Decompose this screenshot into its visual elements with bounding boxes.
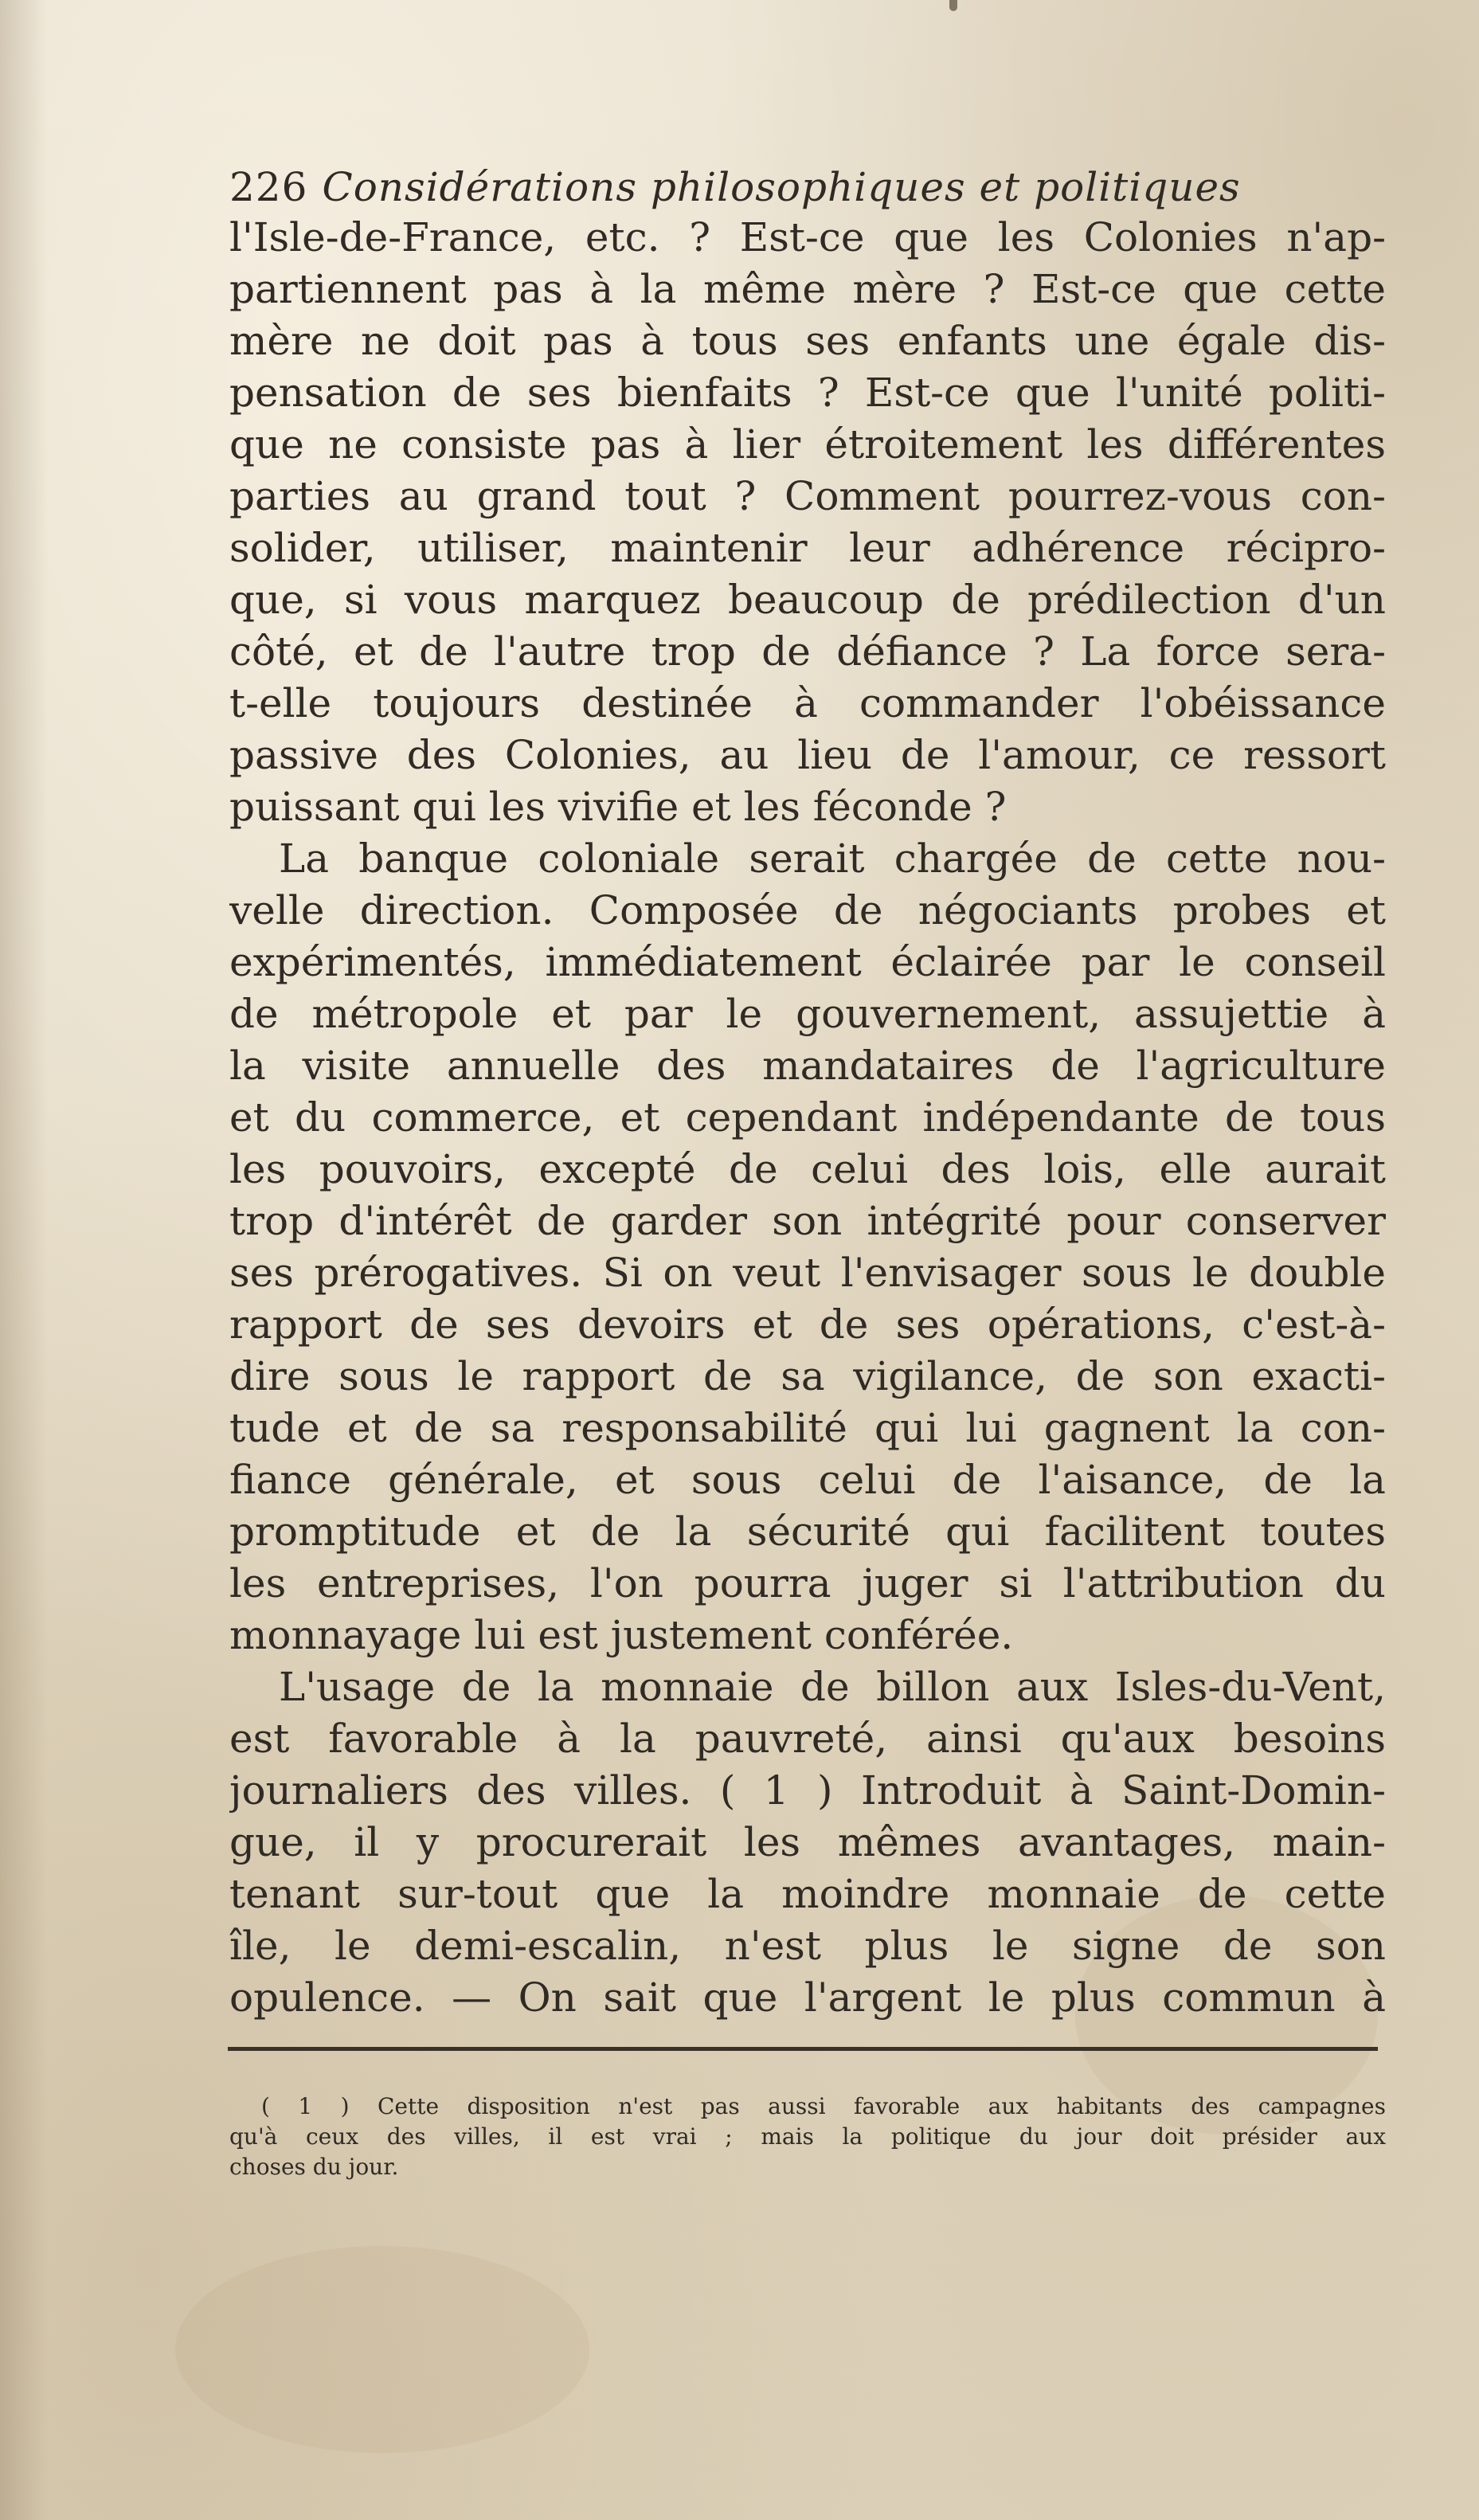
text-line: partiennent pas à la même mère ? Est-ce que cette: [229, 266, 1386, 312]
text-line: les entreprises, l'on pourra juger si l'attribution du: [229, 1560, 1386, 1606]
text-line: t-elle toujours destinée à commander l'obéissance: [229, 680, 1386, 726]
text-line: gue, il y procurerait les mêmes avantages, main-: [229, 1819, 1386, 1865]
text-line: île, le demi-escalin, n'est plus le signe de son: [229, 1923, 1386, 1969]
footnote-rule: [228, 2047, 1378, 2051]
text-line: que, si vous marquez beaucoup de prédilection d'un: [229, 577, 1386, 623]
page-gutter-shadow: [0, 0, 48, 2520]
text-line: tenant sur-tout que la moindre monnaie de cette: [229, 1871, 1386, 1917]
footnote-line: ( 1 ) Cette disposition n'est pas aussi favorable aux habitants des campagnes: [261, 2093, 1386, 2119]
text-line: dire sous le rapport de sa vigilance, de son exacti-: [229, 1353, 1386, 1399]
text-line: l'Isle-de-France, etc. ? Est-ce que les Colonies n'ap-: [229, 214, 1386, 260]
text-line: rapport de ses devoirs et de ses opérations, c'est-à-: [229, 1301, 1386, 1348]
text-line: la visite annuelle des mandataires de l'agriculture: [229, 1043, 1386, 1089]
text-line: parties au grand tout ? Comment pourrez-vous con-: [229, 473, 1386, 519]
footnote-line: qu'à ceux des villes, il est vrai ; mais la politique du jour doit présider aux: [229, 2123, 1386, 2150]
text-line: expérimentés, immédiatement éclairée par le conseil: [229, 939, 1386, 985]
footnote-line: choses du jour.: [229, 2154, 399, 2180]
running-head: [229, 159, 1392, 215]
text-line: La banque coloniale serait chargée de cette nou-: [279, 835, 1386, 882]
text-line: mère ne doit pas à tous ses enfants une égale dis-: [229, 318, 1386, 364]
text-line: côté, et de l'autre trop de défiance ? La force sera-: [229, 628, 1386, 675]
text-line: L'usage de la monnaie de billon aux Isles-du-Vent,: [279, 1664, 1386, 1710]
running-title: Considérations philosophiques et politiques: [322, 164, 1241, 210]
text-line: opulence. — On sait que l'argent le plus commun à: [229, 1974, 1386, 2021]
text-line: les pouvoirs, excepté de celui des lois, elle aurait: [229, 1146, 1386, 1192]
text-line: velle direction. Composée de négociants probes et: [229, 887, 1386, 933]
footnote: [229, 2092, 1386, 2182]
text-line: et du commerce, et cependant indépendante de tous: [229, 1094, 1386, 1141]
text-line: journaliers des villes. ( 1 ) Introduit à Saint-Domin-: [229, 1767, 1386, 1814]
text-line: pensation de ses bienfaits ? Est-ce que l'unité politi-: [229, 370, 1386, 416]
text-line: fiance générale, et sous celui de l'aisance, de la: [229, 1457, 1386, 1503]
text-line: monnayage lui est justement conférée.: [229, 1612, 1014, 1658]
body-text: [229, 212, 1386, 2024]
text-line: promptitude et de la sécurité qui facilitent toutes: [229, 1508, 1386, 1555]
paper-stain: [175, 2246, 589, 2453]
text-line: passive des Colonies, au lieu de l'amour, ce ressort: [229, 732, 1386, 778]
text-line: trop d'intérêt de garder son intégrité pour conserver: [229, 1198, 1386, 1244]
ink-mark: [949, 0, 957, 11]
text-line: que ne consiste pas à lier étroitement les différentes: [229, 421, 1386, 468]
text-line: de métropole et par le gouvernement, assujettie à: [229, 991, 1386, 1037]
text-line: puissant qui les vivifie et les féconde ?: [229, 784, 1007, 830]
text-line: solider, utiliser, maintenir leur adhérence récipro-: [229, 525, 1386, 571]
text-line: tude et de sa responsabilité qui lui gagnent la con-: [229, 1405, 1386, 1451]
page-number: 226: [229, 164, 308, 210]
text-line: est favorable à la pauvreté, ainsi qu'aux besoins: [229, 1716, 1386, 1762]
text-line: ses prérogatives. Si on veut l'envisager sous le double: [229, 1250, 1386, 1296]
